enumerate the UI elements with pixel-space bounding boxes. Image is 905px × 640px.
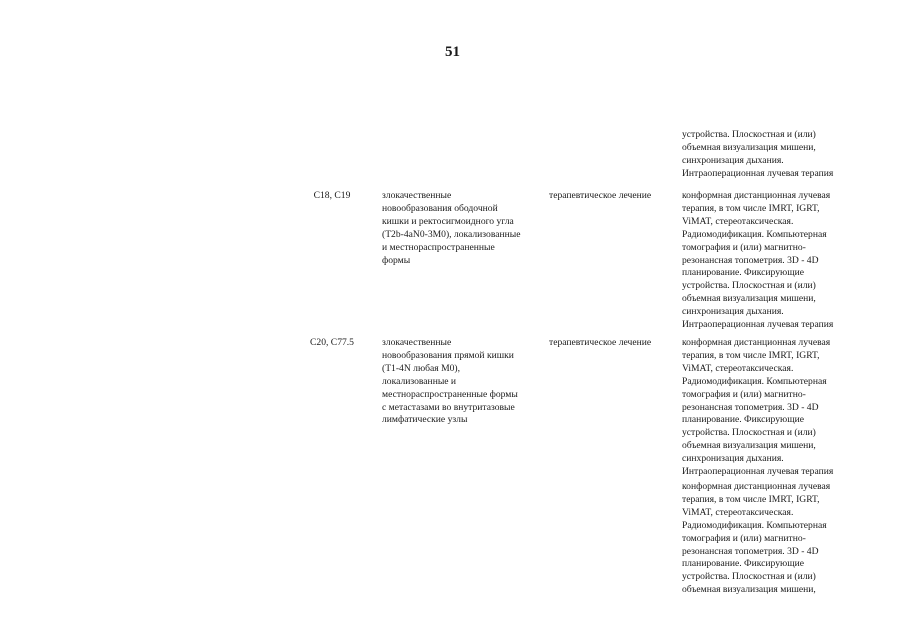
treatment-method: конформная дистанционная лучевая терапия, в том числе IMRT, IGRT, ViMAT, стереотаксическая. Радиомодификация. Компьютерная томография и (или) магнитно- резонансная топометрия. 3D - 4D планирование. Фиксирующие устройства. Плоскостная и (или) объемная визуализация мишени, синхронизация дыхания. Интраоперационная лучевая терапия [682,190,834,331]
diagnosis-code: C18, C19 [313,190,351,201]
treatment-type: терапевтическое лечение [549,337,652,348]
treatment-method: конформная дистанционная лучевая терапия, в том числе IMRT, IGRT, ViMAT, стереотаксическая. Радиомодификация. Компьютерная томография и (или) магнитно- резонансная топометрия. 3D - 4D планирование. Фиксирующие устройства. Плоскостная и (или) объемная визуализация мишени, синхронизация дыхания. Интраоперационная лучевая терапия [682,337,834,478]
diagnosis-code: C20, C77.5 [310,337,354,348]
diagnosis-description: злокачественные новообразования прямой кишки (T1-4N любая M0), локализованные и местнораспространенные формы с метастазами во внутритазовые лимфатические узлы [382,337,518,426]
additional-treatment-method: конформная дистанционная лучевая терапия, в том числе IMRT, IGRT, ViMAT, стереотаксическая. Радиомодификация. Компьютерная томография и (или) магнитно- резонансная топометрия. 3D - 4D планирование. Фиксирующие устройства. Плоскостная и (или) объемная визуализация мишени, [682,481,831,596]
page-number: 51 [445,44,460,60]
carryover-method-text: устройства. Плоскостная и (или) объемная визуализация мишени, синхронизация дыхания. Интраоперационная лучевая терапия [682,129,834,179]
diagnosis-description: злокачественные новообразования ободочной кишки и ректосигмоидного угла (T2b-4aN0-3M0), локализованные и местнораспространенные формы [382,190,521,266]
treatment-type: терапевтическое лечение [549,190,652,201]
